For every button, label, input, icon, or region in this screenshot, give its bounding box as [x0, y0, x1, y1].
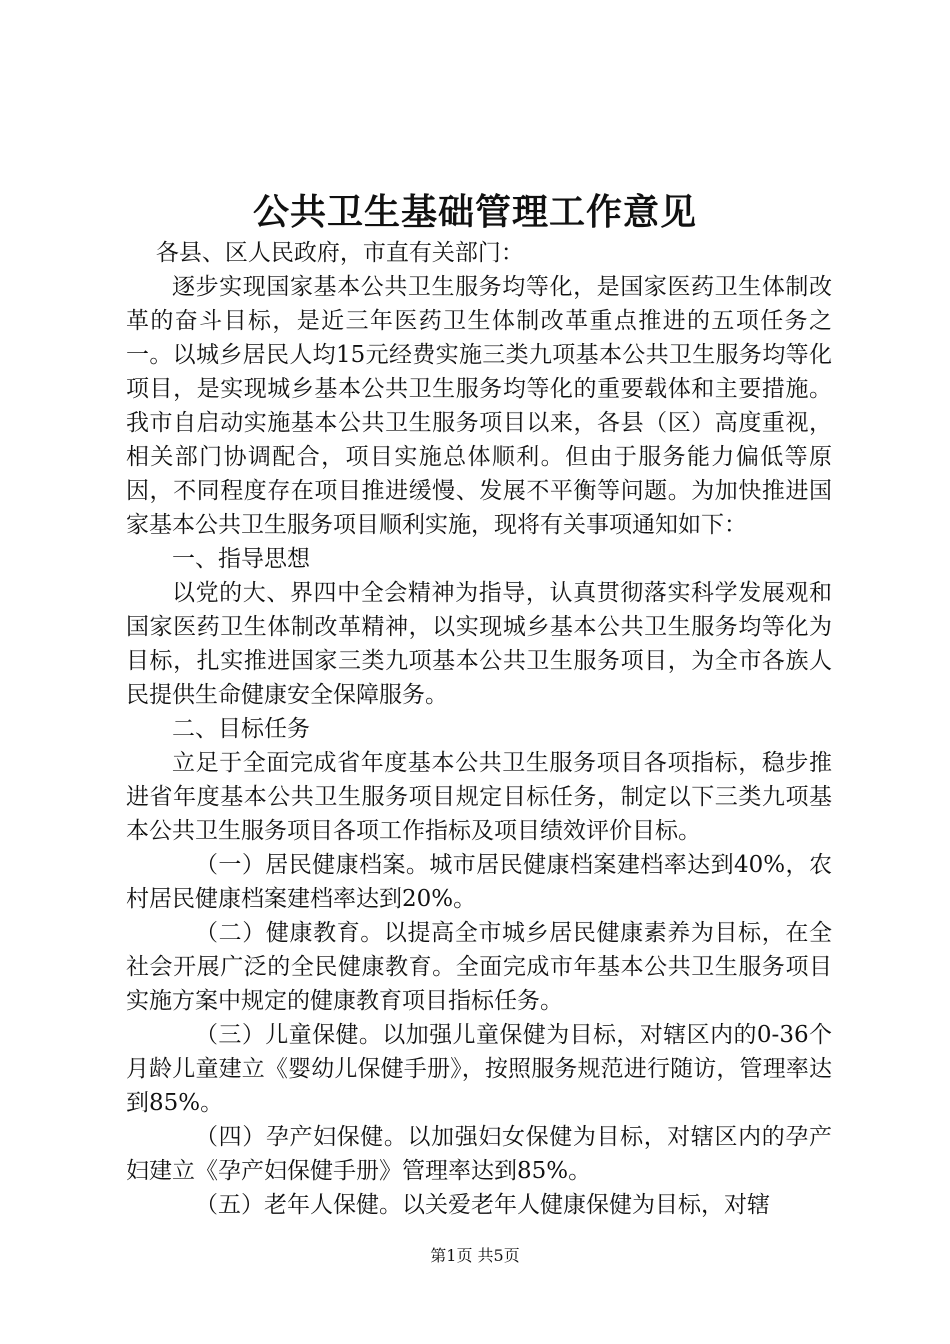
salutation: 各县、区人民政府，市直有关部门： — [155, 240, 524, 266]
document-body — [126, 236, 832, 1222]
page-footer: 第1页 共5页 — [430, 1246, 520, 1265]
document-title: 公共卫生基础管理工作意见 — [252, 191, 697, 233]
paragraph-intro: 逐步实现国家基本公共卫生服务均等化，是国家医药卫生体制改革的奋斗目标，是近三年医药卫生体制改革重点推进的五项任务之一。以城乡居民人均15元经费实施三类九项基本公共卫生服务均等化项目，是实现城乡基本公共卫生服务均等化的重要载体和主要措施。我市自启动实施基本公共卫生服务项目以来，各县（区）高度重视，相关部门协调配合，项目实施总体顺利。但由于服务能力偏低等原因，不同程度存在项目推进缓慢、发展不平衡等问题。为加快推进国家基本公共卫生服务项目顺利实施，现将有关事项通知如下： — [126, 274, 832, 538]
paragraph-targets: 立足于全面完成省年度基本公共卫生服务项目各项指标，稳步推进省年度基本公共卫生服务项目规定目标任务，制定以下三类九项基本公共卫生服务项目各项工作指标及项目绩效评价目标。 — [126, 750, 832, 844]
item-health-education: （二）健康教育。以提高全市城乡居民健康素养为目标，在全社会开展广泛的全民健康教育。全面完成市年基本公共卫生服务项目实施方案中规定的健康教育项目指标任务。 — [126, 920, 832, 1014]
item-child-care: （三）儿童保健。以加强儿童保健为目标，对辖区内的0-36个月龄儿童建立《婴幼儿保健手册》，按照服务规范进行随访，管理率达到85%。 — [126, 1022, 832, 1116]
item-maternal-care: （四）孕产妇保健。以加强妇女保健为目标，对辖区内的孕产妇建立《孕产妇保健手册》管理率达到85%。 — [126, 1124, 832, 1184]
paragraph-guiding-ideology: 以党的大、界四中全会精神为指导，认真贯彻落实科学发展观和国家医药卫生体制改革精神，以实现城乡基本公共卫生服务均等化为目标，扎实推进国家三类九项基本公共卫生服务项目，为全市各族人民提供生命健康安全保障服务。 — [126, 580, 832, 708]
item-health-records: （一）居民健康档案。城市居民健康档案建档率达到40%，农村居民健康档案建档率达到20%。 — [126, 852, 832, 912]
section-heading-targets: 二、目标任务 — [172, 716, 310, 742]
section-heading-guiding-ideology: 一、指导思想 — [172, 546, 310, 572]
item-elderly-care: （五）老年人保健。以关爱老年人健康保健为目标，对辖 — [195, 1192, 770, 1218]
